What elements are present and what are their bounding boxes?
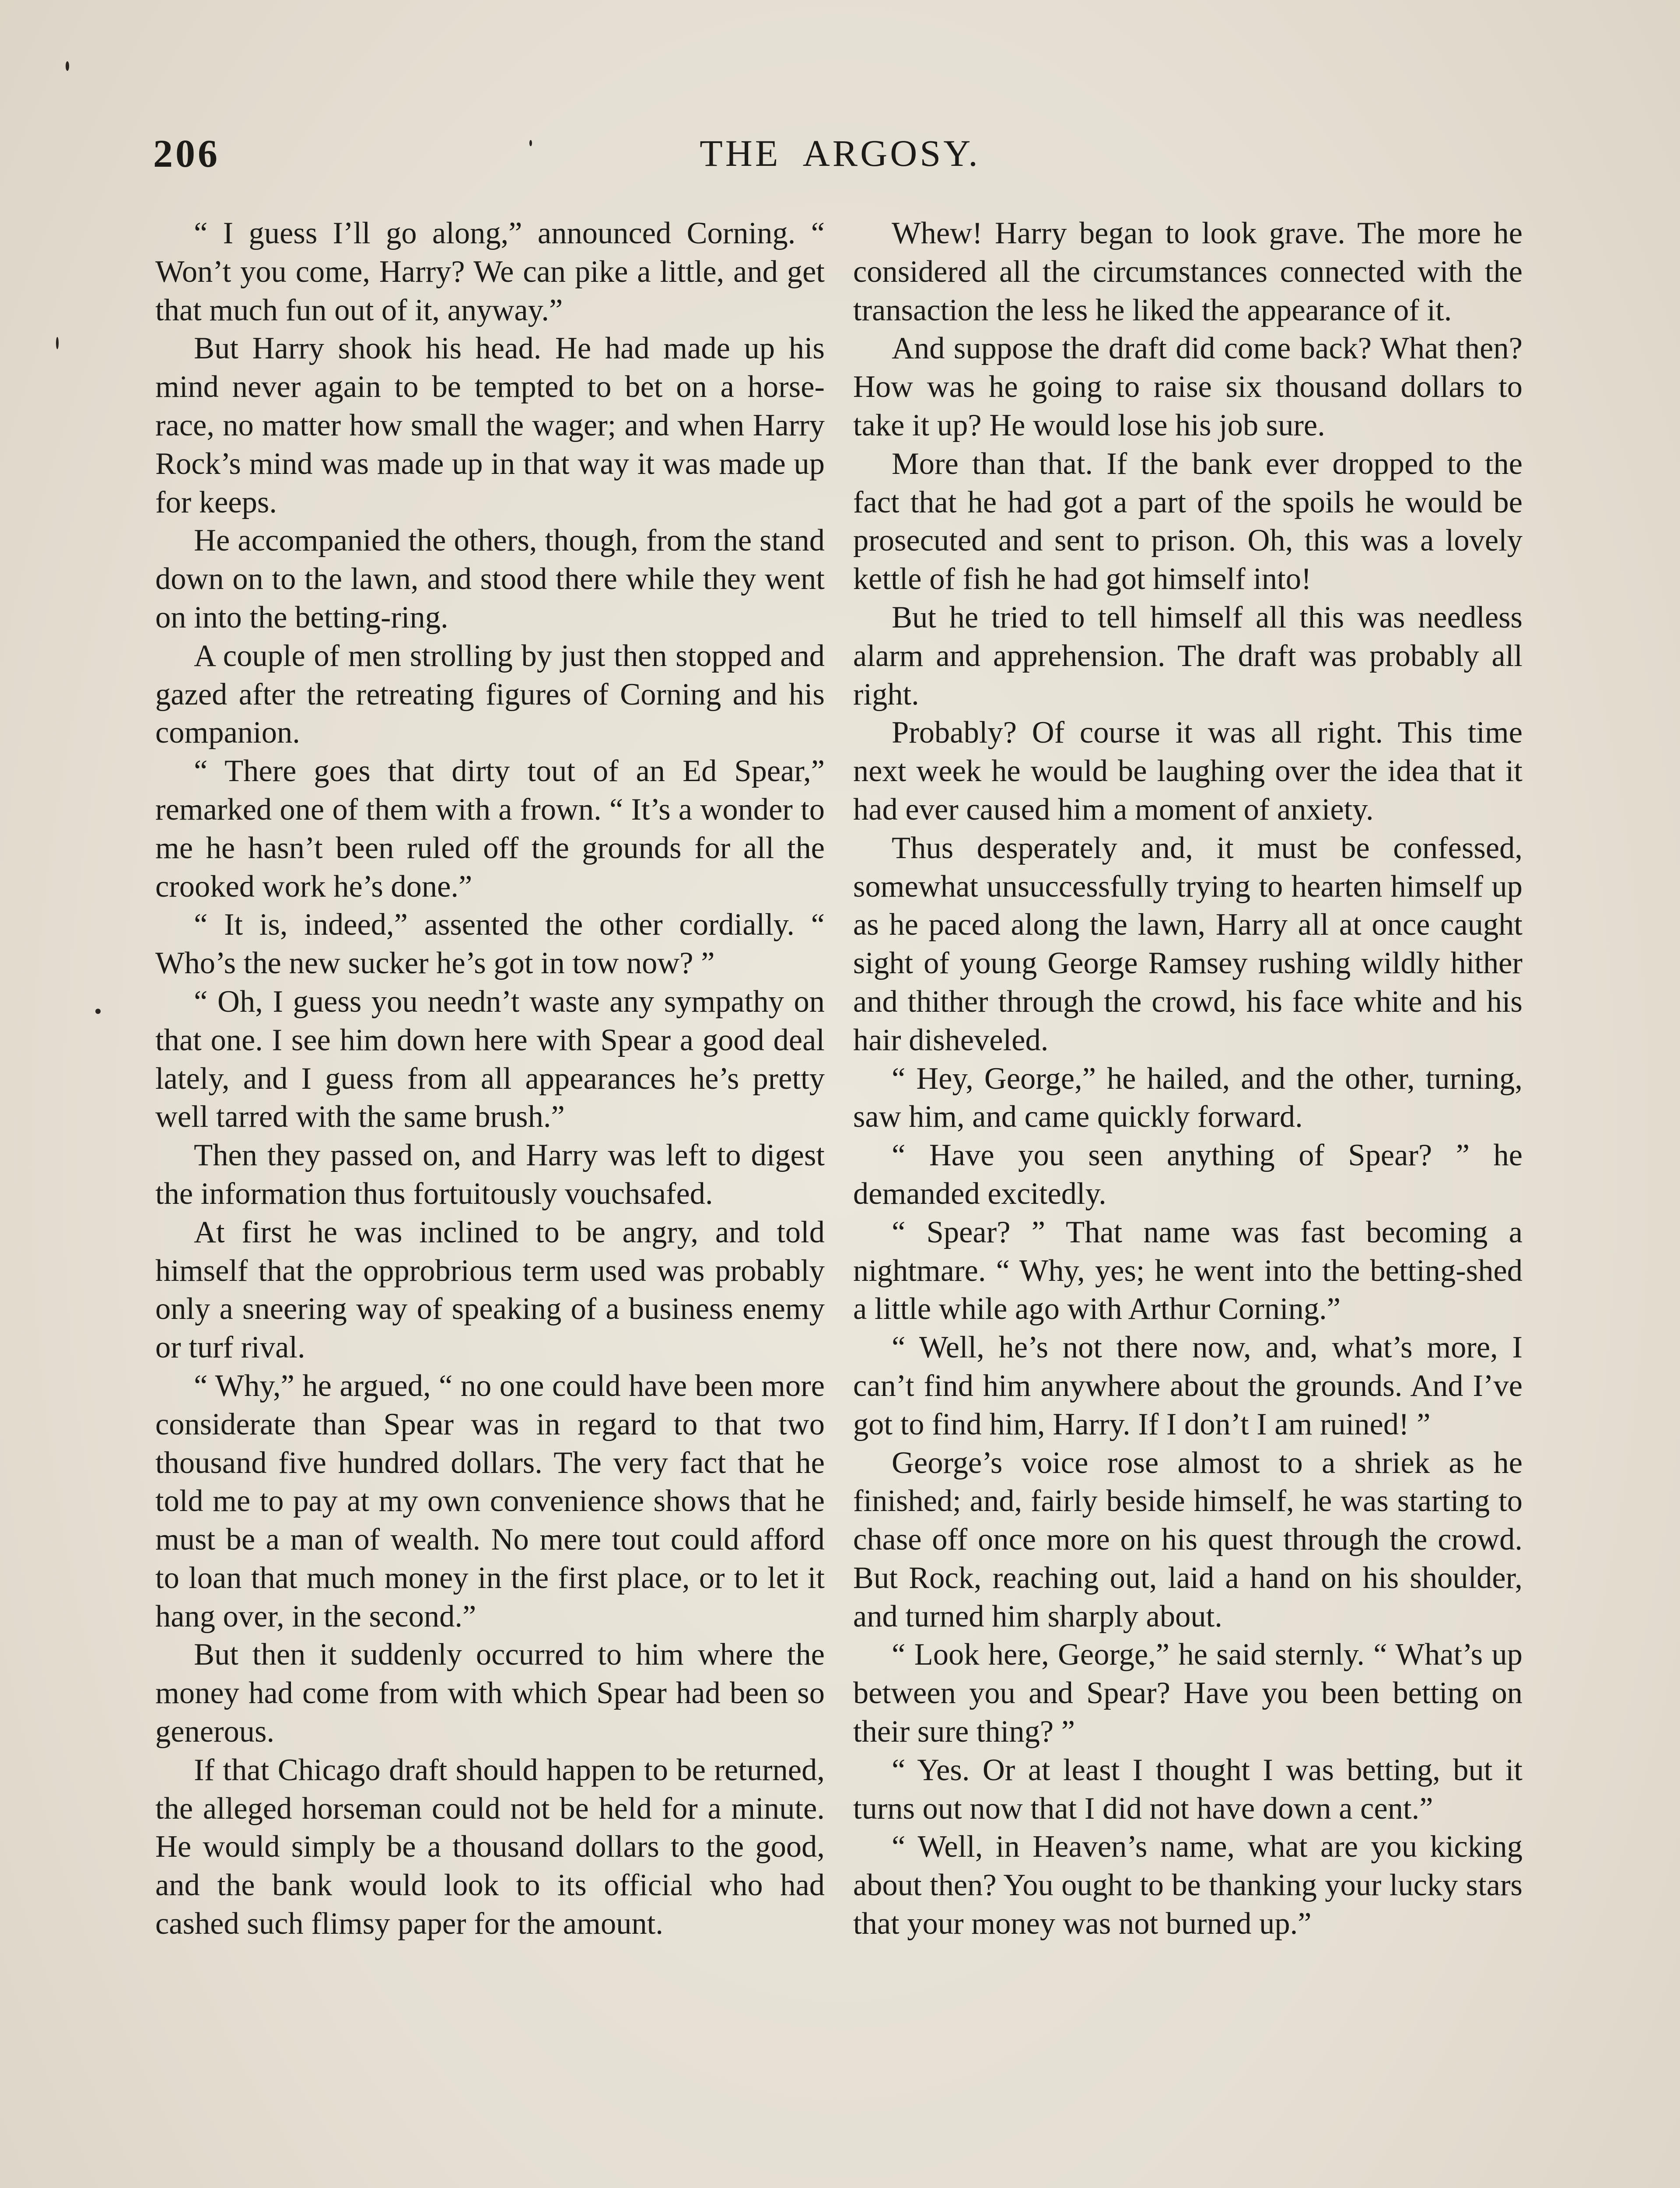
running-title: THE ARGOSY. bbox=[700, 132, 980, 174]
right-column-paragraph: “ Have you seen anything of Spear? ” he demanded excitedly. bbox=[853, 1138, 1522, 1211]
left-text-column bbox=[155, 214, 825, 1943]
right-column-paragraph: “ Spear? ” That name was fast becoming a nightmare. “ Why, yes; he went into the betting-shed a little while ago with Arthur Corning.” bbox=[853, 1215, 1522, 1326]
right-column-paragraph: “ Look here, George,” he said sternly. “ What’s up between you and Spear? Have you been betting on their sure thing? ” bbox=[853, 1637, 1522, 1749]
page-number: 206 bbox=[153, 132, 220, 175]
right-column-paragraph: Probably? Of course it was all right. This time next week he would be laughing over the idea that it had ever caused him a moment of anxiety. bbox=[853, 715, 1522, 827]
right-column-paragraph: But he tried to tell himself all this was needless alarm and apprehension. The draft was probably all right. bbox=[853, 600, 1522, 712]
dust-speck bbox=[56, 337, 59, 349]
dust-speck bbox=[66, 61, 69, 71]
right-column-paragraph: “ Yes. Or at least I thought I was betting, but it turns out now that I did not have down a cent.” bbox=[853, 1753, 1522, 1826]
right-text-column bbox=[853, 214, 1522, 1943]
left-column-paragraph: But then it suddenly occurred to him where the money had come from with which Spear had been so generous. bbox=[155, 1637, 825, 1749]
left-column-paragraph: At first he was inclined to be angry, and told himself that the opprobrious term used was probably only a sneering way of speaking of a business enemy or turf rival. bbox=[155, 1215, 825, 1365]
page-header bbox=[153, 131, 1527, 179]
left-column-paragraph: A couple of men strolling by just then stopped and gazed after the retreating figures of Corning and his companion. bbox=[155, 638, 825, 750]
left-column-paragraph: “ Oh, I guess you needn’t waste any sympathy on that one. I see him down here with Spear a good deal lately, and I guess from all appearances he’s pretty well tarred with the same brush.” bbox=[155, 984, 825, 1134]
right-column-paragraph: “ Well, he’s not there now, and, what’s more, I can’t find him anywhere about the grounds. And I’ve got to find him, Harry. If I don’t I am ruined! ” bbox=[853, 1330, 1522, 1441]
left-column-paragraph: He accompanied the others, though, from the stand down on to the lawn, and stood there while they went on into the betting-ring. bbox=[155, 523, 825, 635]
right-column-paragraph: “ Well, in Heaven’s name, what are you kicking about then? You ought to be thanking your lucky stars that your money was not burned up.” bbox=[853, 1830, 1522, 1941]
left-column-paragraph: “ I guess I’ll go along,” announced Corning. “ Won’t you come, Harry? We can pike a little, and get that much fun out of it, anyway.” bbox=[155, 216, 825, 327]
left-column-paragraph: But Harry shook his head. He had made up his mind never again to be tempted to bet on a horse-race, no matter how small the wager; and when Harry Rock’s mind was made up in that way it was made up for keeps. bbox=[155, 331, 825, 519]
right-column-paragraph: Whew! Harry began to look grave. The more he considered all the circumstances connected with the transaction the less he liked the appearance of it. bbox=[853, 216, 1522, 327]
left-column-paragraph: “ There goes that dirty tout of an Ed Spear,” remarked one of them with a frown. “ It’s a wonder to me he hasn’t been ruled off the grounds for all the crooked work he’s done.” bbox=[155, 754, 825, 904]
right-column-paragraph: “ Hey, George,” he hailed, and the other, turning, saw him, and came quickly forward. bbox=[853, 1061, 1522, 1134]
left-column-paragraph: “ It is, indeed,” assented the other cordially. “ Who’s the new sucker he’s got in tow now? ” bbox=[155, 908, 825, 981]
left-column-paragraph: “ Why,” he argued, “ no one could have been more considerate than Spear was in regard to that two thousand five hundred dollars. The very fact that he told me to pay at my own convenience shows that he must be a man of wealth. No mere tout could afford to loan that much money in the first place, or to let it hang over, in the second.” bbox=[155, 1368, 825, 1634]
dust-speck bbox=[95, 1009, 101, 1014]
dust-speck bbox=[529, 140, 532, 146]
left-column-paragraph: If that Chicago draft should happen to be returned, the alleged horseman could not be held for a minute. He would simply be a thousand dollars to the good, and the bank would look to its official who had cashed such flimsy paper for the amount. bbox=[155, 1753, 825, 1941]
right-column-paragraph: More than that. If the bank ever dropped to the fact that he had got a part of the spoils he would be prosecuted and sent to prison. Oh, this was a lovely kettle of fish he had got himself into! bbox=[853, 446, 1522, 596]
right-column-paragraph: Thus desperately and, it must be confessed, somewhat unsuccessfully trying to hearten himself up as he paced along the lawn, Harry all at once caught sight of young George Ramsey rushing wildly hither and thither through the crowd, his face white and his hair disheveled. bbox=[853, 831, 1522, 1057]
left-column-paragraph: Then they passed on, and Harry was left to digest the information thus fortuitously vouchsafed. bbox=[155, 1138, 825, 1211]
right-column-paragraph: George’s voice rose almost to a shriek as he finished; and, fairly beside himself, he was starting to chase off once more on his quest through the crowd. But Rock, reaching out, laid a hand on his shoulder, and turned him sharply about. bbox=[853, 1445, 1522, 1634]
right-column-paragraph: And suppose the draft did come back? What then? How was he going to raise six thousand dollars to take it up? He would lose his job sure. bbox=[853, 331, 1522, 442]
